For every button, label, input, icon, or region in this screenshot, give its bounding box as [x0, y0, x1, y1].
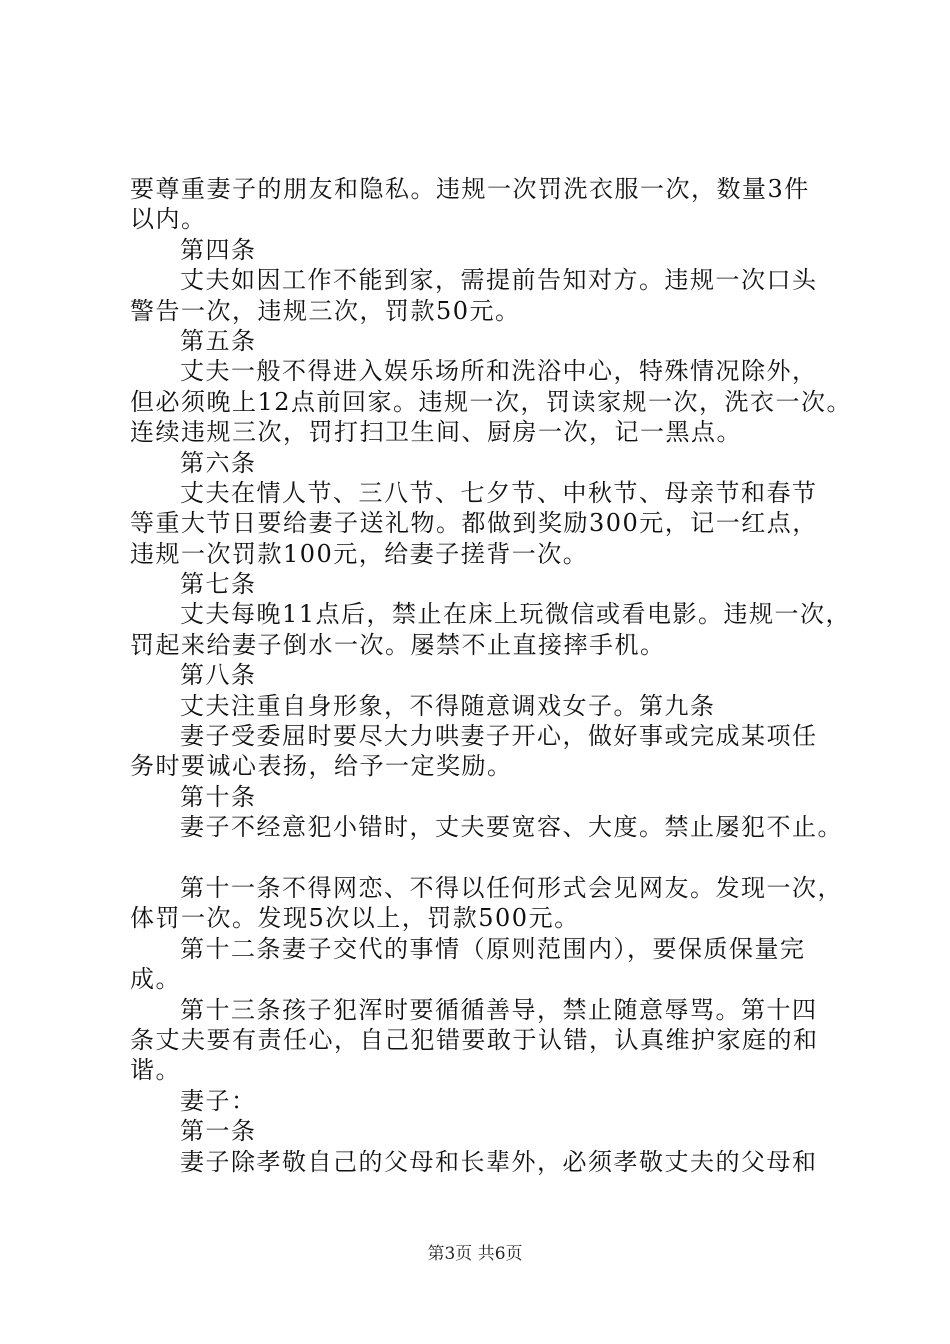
article-heading: 第六条	[180, 448, 257, 477]
text-line: 违规一次罚款100元，给妻子搓背一次。	[130, 539, 589, 568]
text-line: 丈夫注重自身形象，不得随意调戏女子。第九条	[180, 691, 716, 720]
text-line: 等重大节日要给妻子送礼物。都做到奖励300元，记一红点，	[130, 509, 818, 538]
article-heading: 第四条	[180, 235, 257, 264]
text-line: 但必须晚上12点前回家。违规一次，罚读家规一次，洗衣一次。	[130, 387, 853, 416]
blank-line	[130, 843, 830, 873]
text-line: 第十三条孩子犯浑时要循循善导，禁止随意辱骂。第十四	[180, 995, 818, 1024]
text-line: 妻子受委屈时要尽大力哄妻子开心，做好事或完成某项任	[180, 722, 818, 751]
text-line: 连续违规三次，罚打扫卫生间、厨房一次，记一黑点。	[130, 418, 742, 447]
document-body	[130, 174, 853, 1177]
text-line: 丈夫在情人节、三八节、七夕节、中秋节、母亲节和春节	[180, 478, 818, 507]
text-line: 谐。	[130, 1056, 181, 1085]
text-line: 成。	[130, 965, 181, 994]
text-line: 罚起来给妻子倒水一次。屡禁不止直接摔手机。	[130, 630, 666, 659]
page-footer: 第3页 共6页	[427, 1244, 523, 1264]
article-heading: 第十条	[180, 782, 257, 811]
text-line: 丈夫如因工作不能到家，需提前告知对方。违规一次口头	[180, 266, 818, 295]
text-line: 条丈夫要有责任心，自己犯错要敢于认错，认真维护家庭的和	[130, 1025, 819, 1054]
text-line: 妻子除孝敬自己的父母和长辈外，必须孝敬丈夫的父母和	[180, 1147, 818, 1176]
text-line: 丈夫一般不得进入娱乐场所和洗浴中心，特殊情况除外，	[180, 357, 818, 386]
text-line: 要尊重妻子的朋友和隐私。违规一次罚洗衣服一次，数量3件	[130, 175, 810, 203]
text-line: 丈夫每晚11点后，禁止在床上玩微信或看电影。违规一次，	[180, 600, 852, 629]
text-line: 务时要诚心表扬，给予一定奖励。	[130, 752, 513, 781]
text-line: 妻子不经意犯小错时，丈夫要宽容、大度。禁止屡犯不止。	[180, 813, 843, 842]
section-heading: 妻子：	[180, 1086, 257, 1115]
text-line: 警告一次，违规三次，罚款50元。	[130, 296, 521, 325]
article-heading: 第五条	[180, 326, 257, 355]
text-line: 第十二条妻子交代的事情（原则范围内），要保质保量完	[180, 934, 806, 963]
article-heading: 第一条	[180, 1117, 257, 1146]
article-heading: 第七条	[180, 570, 257, 599]
text-line: 第十一条不得网恋、不得以任何形式会见网友。发现一次，	[180, 873, 843, 902]
text-line: 体罚一次。发现5次以上，罚款500元。	[130, 904, 580, 933]
article-heading: 第八条	[180, 661, 257, 690]
text-line: 以内。	[130, 205, 207, 234]
